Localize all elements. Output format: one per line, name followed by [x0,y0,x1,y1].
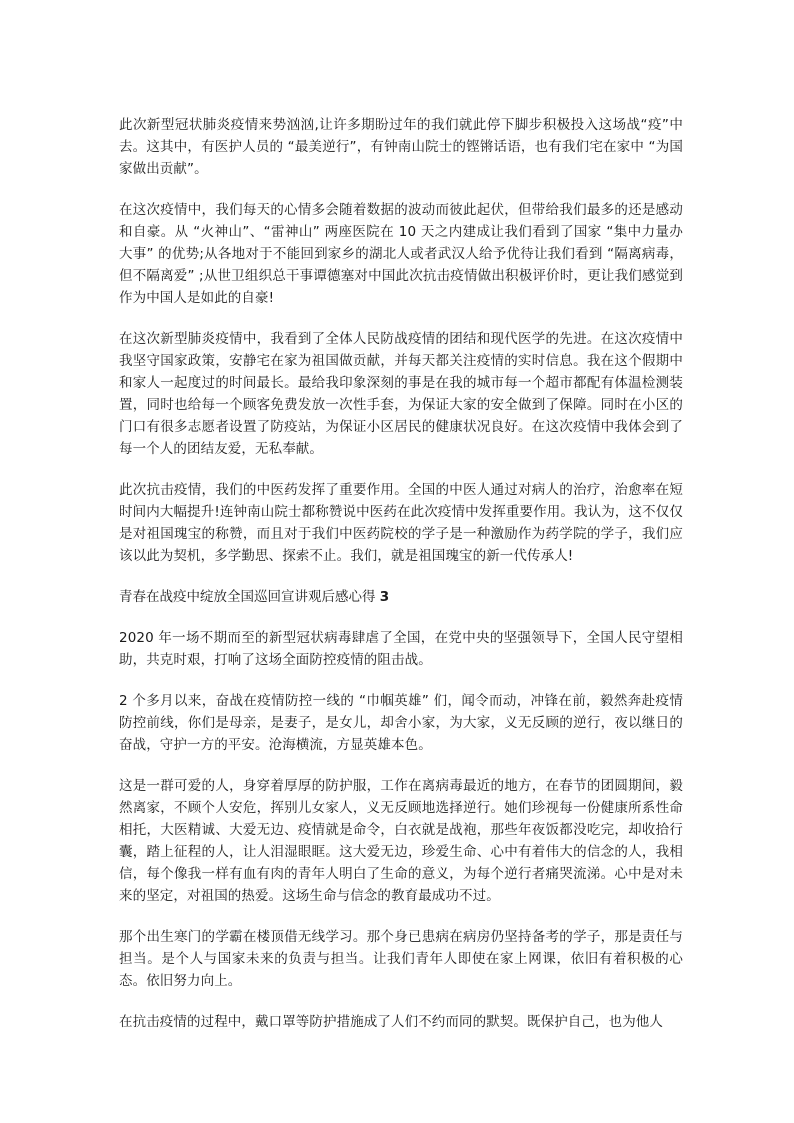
paragraph: 在这次疫情中，我们每天的心情多会随着数据的波动而彼此起伏，但带给我们最多的还是感动和自豪。从 “火神山”、“雷神山” 两座医院在 10 天之内建成让我们看到了国家 “集中力量办大事” 的优势;从各地对于不能回到家乡的湖北人或者武汉人给予优待让我们看到 “隔离病毒，但不隔离爱” ;从世卫组织总干事谭德塞对中国此次抗击疫情做出积极评价时，更让我们感觉到作为中国人是如此的自豪! [119,202,683,306]
paragraph: 2 个多月以来，奋战在疫情防控一线的 “巾帼英雄” 们，闻令而动，冲锋在前，毅然奔赴疫情防控前线，你们是母亲，是妻子，是女儿，却舍小家，为大家，义无反顾的逆行，夜以继日的奋战，守护一方的平安。沧海横流，方显英雄本色。 [119,693,683,753]
paragraph: 在抗击疫情的过程中，戴口罩等防护措施成了人们不约而同的默契。既保护自己，也为他人 [119,1014,663,1030]
document-page [119,114,683,1052]
section-heading-number: 3 [379,589,390,605]
paragraph: 在这次新型肺炎疫情中，我看到了全体人民防战疫情的团结和现代医学的先进。在这次疫情中我坚守国家政策，安静宅在家为祖国做贡献，并每天都关注疫情的实时信息。我在这个假期中和家人一起度过的时间最长。最给我印象深刻的事是在我的城市每一个超市都配有体温检测装置，同时也给每一个顾客免费发放一次性手套，为保证大家的安全做到了保障。同时在小区的门口有很多志愿者设置了防疫站，为保证小区居民的健康状况良好。在这次疫情中我体会到了每一个人的团结友爱，无私奉献。 [119,331,683,457]
paragraph: 此次抗击疫情，我们的中医药发挥了重要作用。全国的中医人通过对病人的治疗，治愈率在短时间内大幅提升!连钟南山院士都称赞说中医药在此次疫情中发挥重要作用。我认为，这不仅仅是对祖国瑰宝的称赞，而且对于我们中医药院校的学子是一种激励作为药学院的学子，我们应该以此为契机，多学勤思、探索不止。我们，就是祖国瑰宝的新一代传承人! [119,482,683,564]
paragraph: 那个出生寒门的学霸在楼顶借无线学习。那个身已患病在病房仍坚持备考的学子，那是责任与担当。是个人与国家未来的负责与担当。让我们青年人即使在家上网课，依旧有着积极的心态。依旧努力向上。 [119,929,683,989]
paragraph: 这是一群可爱的人，身穿着厚厚的防护服，工作在离病毒最近的地方，在春节的团圆期间，毅然离家，不顾个人安危，挥别儿女家人，义无反顾地选择逆行。她们珍视每一份健康所系性命相托，大医精诚、大爱无边、疫情就是命令，白衣就是战袍，那些年夜饭都没吃完，却收拾行囊，踏上征程的人，让人泪湿眼眶。这大爱无边，珍爱生命、心中有着伟大的信念的人，我相信，每个像我一样有血有肉的青年人明白了生命的意义，为每个逆行者痛哭流涕。心中是对未来的坚定，对祖国的热爱。这场生命与信念的教育最成功不过。 [119,778,683,904]
section-heading-text: 青春在战疫中绽放全国巡回宣讲观后感心得 [119,589,380,605]
paragraph: 此次新型冠状肺炎疫情来势汹汹,让许多期盼过年的我们就此停下脚步积极投入这场战“疫”中去。这其中，有医护人员的 “最美逆行”，有钟南山院士的铿锵话语，也有我们宅在家中 “为国家做出贡献”。 [119,117,683,177]
paragraph: 2020 年一场不期而至的新型冠状病毒肆虐了全国，在党中央的坚强领导下，全国人民守望相助，共克时艰，打响了这场全面防控疫情的阻击战。 [119,630,683,668]
section-heading [119,586,683,608]
